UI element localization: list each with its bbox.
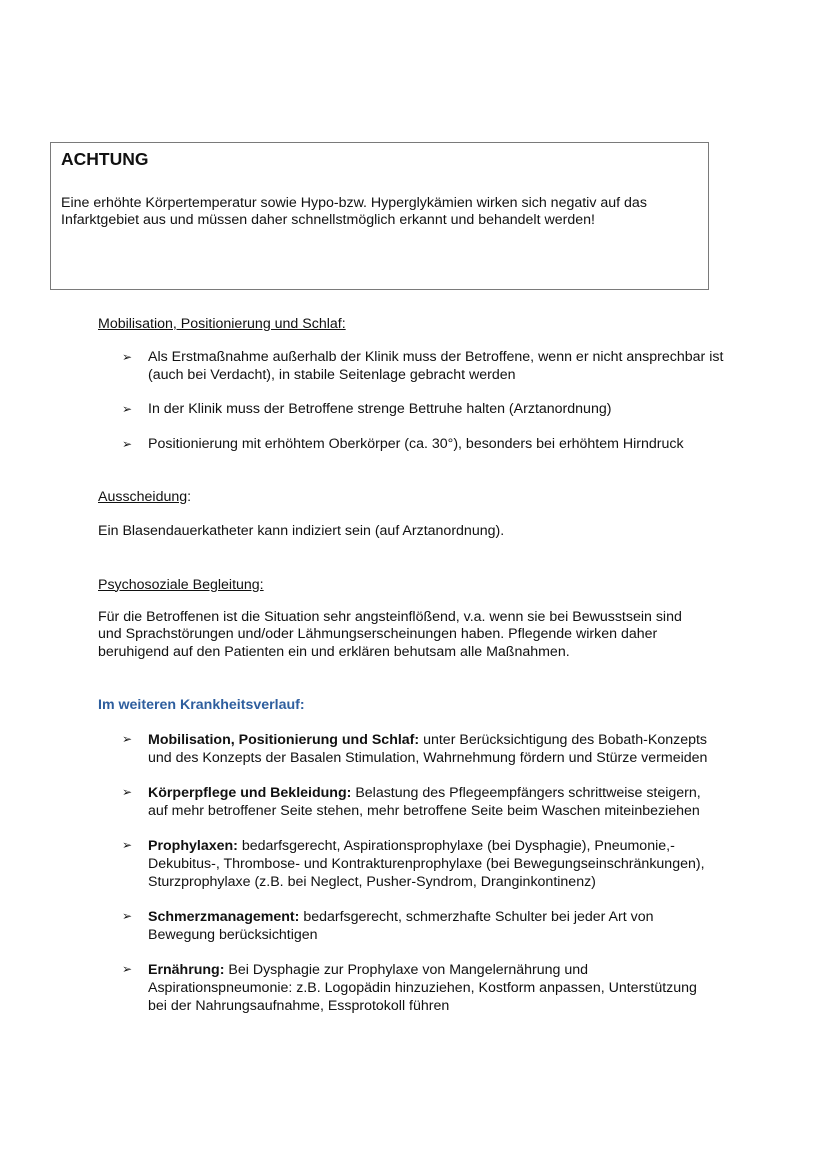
list-item: ➢ Körperpflege und Bekleidung: Belastung des Pflegeempfängers schrittweise steigern, auf mehr betroffener Seite stehen, mehr betroffene Seite beim Waschen miteinbeziehen: [122, 785, 701, 819]
mobilisation-heading: Mobilisation, Positionierung und Schlaf:: [98, 316, 346, 332]
arrow-bullet-icon: ➢: [122, 962, 133, 976]
list-item: ➢ Mobilisation, Positionierung und Schlaf: unter Berücksichtigung des Bobath-Konzepts und des Konzepts der Basalen Stimulation, Wahrnehmung fördern und Stürze vermeiden: [122, 732, 708, 766]
arrow-bullet-icon: ➢: [122, 909, 133, 923]
list-item: ➢ Schmerzmanagement: bedarfsgerecht, schmerzhafte Schulter bei jeder Art von Bewegung berücksichtigen: [122, 909, 654, 943]
psychosozial-text: Für die Betroffenen ist die Situation sehr angsteinflößend, v.a. wenn sie bei Bewusstsein sind und Sprachstörungen und/oder Lähmungserscheinungen haben. Pflegende wirken daher beruhigend auf den Patienten ein und erklären behutsam alle Maßnahmen.: [98, 608, 682, 660]
verlauf-list: [98, 731, 718, 1015]
ausscheidung-text: Ein Blasendauerkatheter kann indiziert sein (auf Arztanordnung).: [98, 523, 505, 539]
arrow-bullet-icon: ➢: [122, 402, 133, 416]
attention-box: [50, 142, 709, 290]
list-item: ➢ Prophylaxen: bedarfsgerecht, Aspirationsprophylaxe (bei Dysphagie), Pneumonie,-Dekubitus-, Thrombose- und Kontrakturenprophylaxe (bei Bewegungseinschränkungen), Sturzprophylaxe (z.B. bei Neglect, Pusher-Syndrom, Dranginkontinenz): [122, 838, 705, 890]
attention-title: ACHTUNG: [61, 149, 149, 169]
list-item: ➢ In der Klinik muss der Betroffene strenge Bettruhe halten (Arztanordnung): [122, 401, 612, 417]
list-item: ➢ Positionierung mit erhöhtem Oberkörper (ca. 30°), besonders bei erhöhtem Hirndruck: [122, 435, 684, 452]
arrow-bullet-icon: ➢: [122, 732, 133, 746]
attention-text: Eine erhöhte Körpertemperatur sowie Hypo-bzw. Hyperglykämien wirken sich negativ auf das Infarktgebiet aus und müssen daher schnellstmöglich erkannt und behandelt werden!: [61, 195, 647, 228]
list-item: ➢ Als Erstmaßnahme außerhalb der Klinik muss der Betroffene, wenn er nicht ansprechbar ist (auch bei Verdacht), in stabile Seitenlage gebracht werden: [122, 349, 724, 383]
psychosozial-heading: Psychosoziale Begleitung:: [98, 576, 264, 593]
arrow-bullet-icon: ➢: [122, 350, 133, 364]
document-content: [98, 315, 738, 1015]
arrow-bullet-icon: ➢: [122, 838, 133, 852]
arrow-bullet-icon: ➢: [122, 436, 133, 451]
mobilisation-list: [98, 349, 738, 453]
list-item: ➢ Ernährung: Bei Dysphagie zur Prophylaxe von Mangelernährung und Aspirationspneumonie: z.B. Logopädin hinzuziehen, Kostform anpassen, Unterstützung bei der Nahrungsaufnahme, Essprotokoll führen: [122, 962, 697, 1014]
ausscheidung-heading: Ausscheidung:: [98, 489, 192, 505]
arrow-bullet-icon: ➢: [122, 785, 133, 799]
verlauf-heading: Im weiteren Krankheitsverlauf:: [98, 697, 305, 713]
